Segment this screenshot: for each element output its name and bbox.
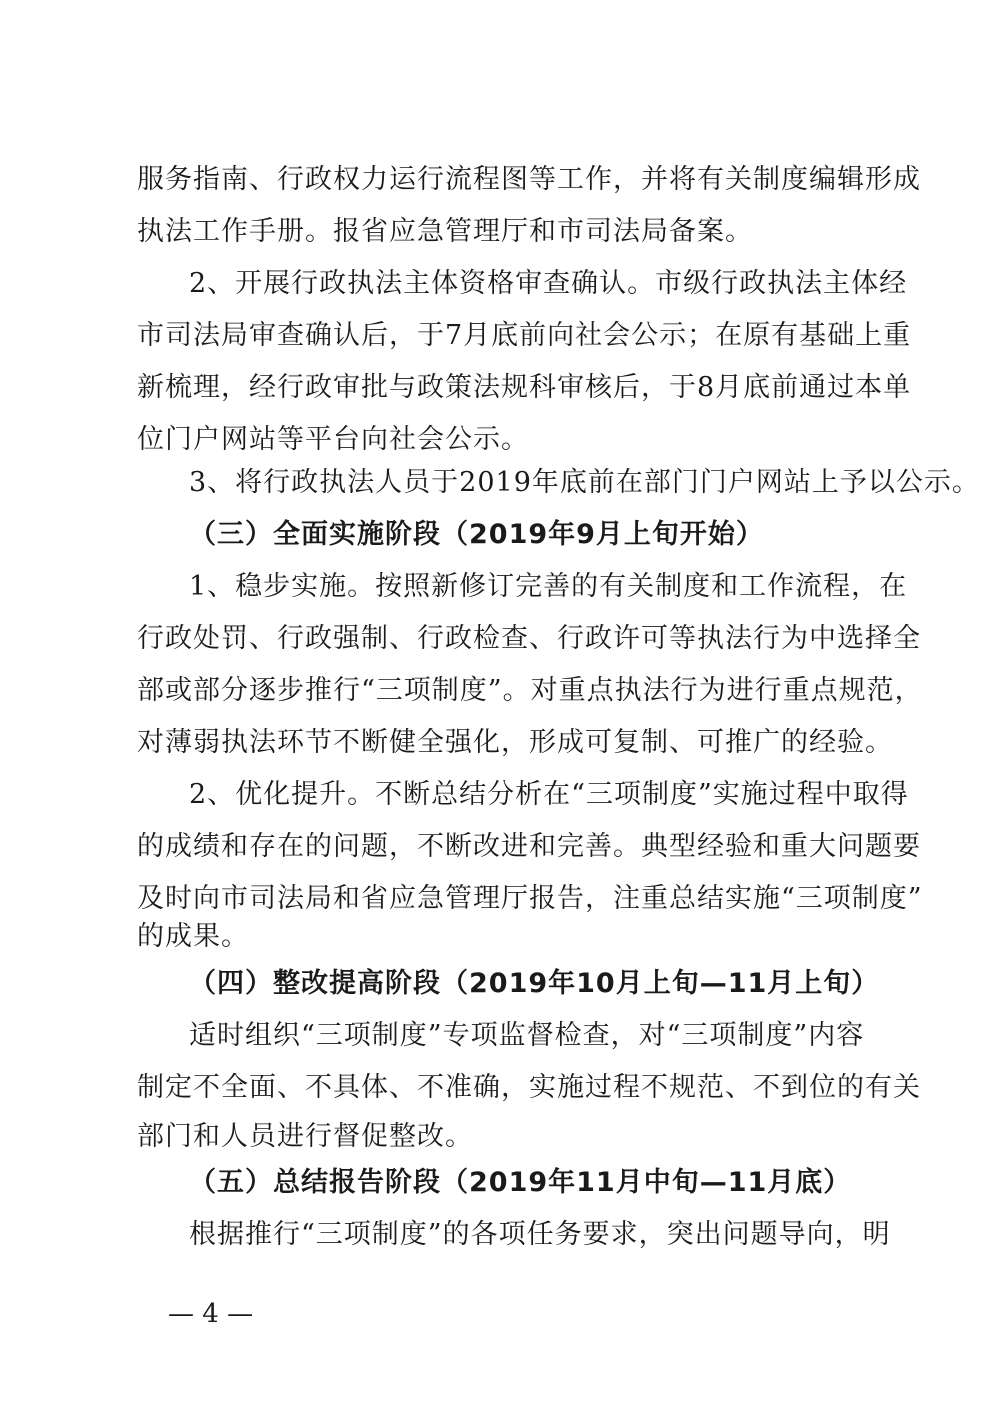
body-text-line: 的成绩和存在的问题，不断改进和完善。典型经验和重大问题要: [137, 831, 921, 862]
body-text-line: 服务指南、行政权力运行流程图等工作，并将有关制度编辑形成: [137, 164, 921, 195]
body-text-line: 制定不全面、不具体、不准确，实施过程不规范、不到位的有关: [137, 1072, 921, 1103]
page-number: — 4 —: [168, 1299, 254, 1329]
body-text-line: 2、优化提升。不断总结分析在“三项制度”实施过程中取得: [189, 779, 909, 810]
body-text-line: 执法工作手册。报省应急管理厅和市司法局备案。: [137, 216, 753, 247]
body-text-line: 的成果。: [137, 921, 249, 952]
body-text-line: 部或部分逐步推行“三项制度”。对重点执法行为进行重点规范，: [137, 675, 923, 706]
body-text-line: 位门户网站等平台向社会公示。: [137, 424, 529, 455]
section-heading: （三）全面实施阶段（2019年9月上旬开始）: [189, 519, 764, 550]
body-text-line: 新梳理，经行政审批与政策法规科审核后，于8月底前通过本单: [137, 372, 912, 403]
body-text-line: 根据推行“三项制度”的各项任务要求，突出问题导向，明: [189, 1219, 891, 1250]
section-heading: （四）整改提高阶段（2019年10月上旬—11月上旬）: [189, 968, 880, 999]
body-text-line: 市司法局审查确认后，于7月底前向社会公示；在原有基础上重: [137, 320, 912, 351]
body-text-line: 对薄弱执法环节不断健全强化，形成可复制、可推广的经验。: [137, 727, 893, 758]
body-text-line: 2、开展行政执法主体资格审查确认。市级行政执法主体经: [189, 268, 908, 299]
body-text-line: 3、将行政执法人员于2019年底前在部门门户网站上予以公示。: [189, 467, 980, 498]
body-text-line: 及时向市司法局和省应急管理厅报告，注重总结实施“三项制度”: [137, 883, 923, 914]
body-text-line: 适时组织“三项制度”专项监督检查，对“三项制度”内容: [189, 1020, 865, 1051]
section-heading: （五）总结报告阶段（2019年11月中旬—11月底）: [189, 1167, 852, 1198]
body-text-line: 部门和人员进行督促整改。: [137, 1121, 473, 1152]
body-text-line: 1、稳步实施。按照新修订完善的有关制度和工作流程，在: [189, 571, 908, 602]
body-text-line: 行政处罚、行政强制、行政检查、行政许可等执法行为中选择全: [137, 623, 921, 654]
